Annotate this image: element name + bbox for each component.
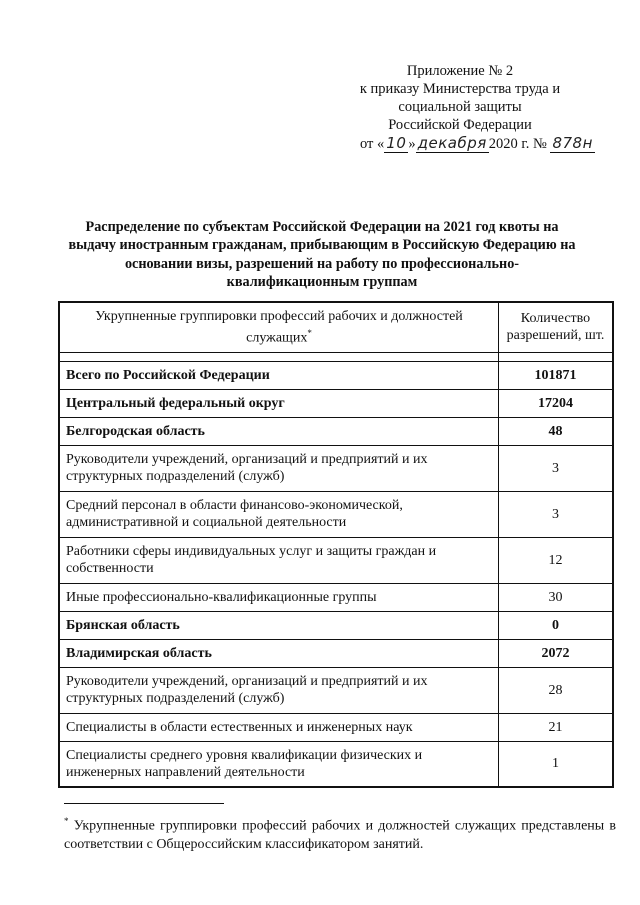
- appendix-line-ministry: социальной защиты: [398, 99, 522, 115]
- table-row: [59, 445, 613, 491]
- order-number: 878н: [552, 134, 593, 152]
- row-value: 2072: [499, 639, 614, 667]
- table-row: [59, 491, 613, 537]
- date-day: 10: [386, 134, 407, 152]
- date-month: декабря: [417, 134, 487, 152]
- row-value: 30: [499, 583, 614, 611]
- row-label: Специалисты среднего уровня квалификации физических и инженерных направлений деятельности: [59, 741, 499, 787]
- table-row: [59, 417, 613, 445]
- table-body: [59, 361, 613, 787]
- header-separator: [59, 352, 613, 361]
- date-mid: »: [408, 136, 416, 152]
- date-prefix: от «: [360, 136, 385, 152]
- row-label: Всего по Российской Федерации: [59, 361, 499, 389]
- appendix-title: Приложение № 2: [406, 63, 514, 79]
- header-footnote-mark: *: [307, 327, 312, 338]
- row-label: Белгородская область: [59, 417, 499, 445]
- footnote-text: Укрупненные группировки профессий рабочих и должностей служащих представлены в соответствии с Общероссийским классификатором занятий.: [64, 818, 616, 852]
- table-row: [59, 361, 613, 389]
- col-header-groups: Укрупненные группировки профессий рабочих и должностей служащих*: [59, 302, 499, 352]
- row-value: 28: [499, 667, 614, 713]
- table-row: [59, 537, 613, 583]
- table-row: [59, 741, 613, 787]
- row-label: Руководители учреждений, организаций и предприятий и их структурных подразделений (служб): [59, 445, 499, 491]
- row-value: 101871: [499, 361, 614, 389]
- table-row: [59, 639, 613, 667]
- row-value: 17204: [499, 389, 614, 417]
- table-header-row: [59, 302, 613, 352]
- table-row: [59, 389, 613, 417]
- row-value: 1: [499, 741, 614, 787]
- col-header-count: Количество разрешений, шт.: [499, 302, 614, 352]
- table-row: [59, 667, 613, 713]
- row-value: 0: [499, 611, 614, 639]
- row-value: 48: [499, 417, 614, 445]
- row-value: 21: [499, 713, 614, 741]
- row-label: Средний персонал в области финансово-экономической, административной и социальной деятельности: [59, 491, 499, 537]
- row-value: 3: [499, 491, 614, 537]
- quota-table: [58, 301, 614, 788]
- date-year: 2020 г. №: [488, 136, 547, 152]
- row-value: 3: [499, 445, 614, 491]
- footnote-divider: [64, 803, 224, 804]
- row-label: Брянская область: [59, 611, 499, 639]
- row-label: Работники сферы индивидуальных услуг и защиты граждан и собственности: [59, 537, 499, 583]
- order-date-line: [360, 134, 620, 153]
- table-row: [59, 611, 613, 639]
- row-label: Центральный федеральный округ: [59, 389, 499, 417]
- appendix-block: [300, 62, 620, 153]
- footnote-mark: *: [64, 816, 69, 826]
- row-label: Руководители учреждений, организаций и предприятий и их структурных подразделений (служб): [59, 667, 499, 713]
- row-label: Иные профессионально-квалификационные группы: [59, 583, 499, 611]
- footnote: [64, 812, 616, 854]
- row-value: 12: [499, 537, 614, 583]
- appendix-line-federation: Российской Федерации: [388, 117, 532, 133]
- row-label: Владимирская область: [59, 639, 499, 667]
- document-title: Распределение по субъектам Российской Федерации на 2021 год квоты на выдачу иностранным гражданам, прибывающим в Российскую Федерацию на основании визы, разрешений на работу по профессионально-квалификационным группам: [68, 219, 576, 290]
- table-row: [59, 583, 613, 611]
- row-label: Специалисты в области естественных и инженерных наук: [59, 713, 499, 741]
- table-row: [59, 713, 613, 741]
- appendix-line-order: к приказу Министерства труда и: [359, 81, 561, 97]
